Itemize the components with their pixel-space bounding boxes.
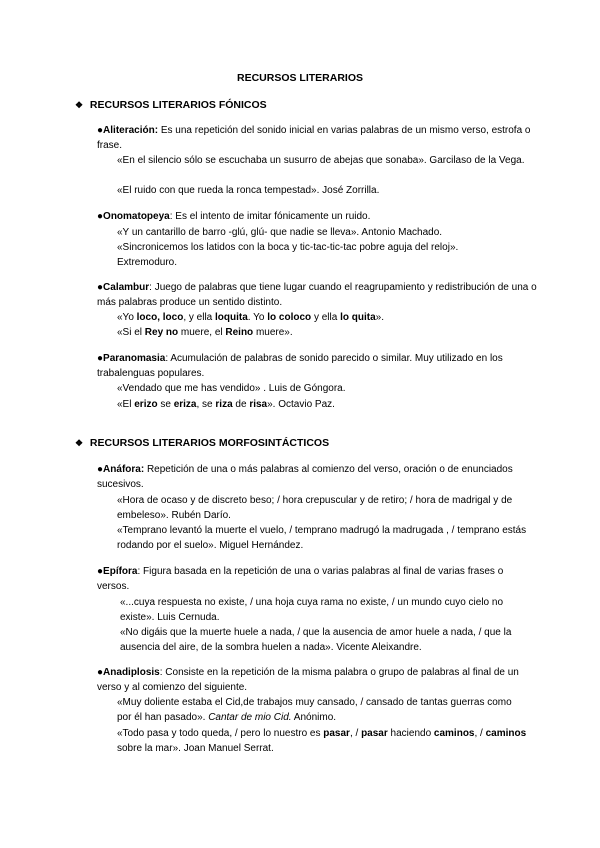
- diamond-bullet-icon: ❖: [75, 438, 84, 448]
- example: «Sincronicemos los latidos con la boca y tic-tac-tic-tac pobre aguja del reloj». Extremoduro.: [117, 242, 459, 268]
- bold-text: pasar: [323, 728, 350, 739]
- section-heading-fonicos: [75, 99, 267, 111]
- text: «El: [117, 399, 135, 410]
- example: «En el silencio sólo se escuchaba un susurro de abejas que sonaba». Garcilaso de la Vega.: [117, 155, 525, 166]
- term: Epífora: [103, 566, 138, 577]
- definition-anafora: [97, 463, 537, 492]
- text: de: [232, 399, 250, 410]
- section-title: RECURSOS LITERARIOS MORFOSINTÁCTICOS: [89, 437, 330, 449]
- example: «Y un cantarillo de barro ‑glú, glú‑ que nadie se lleva». Antonio Machado.: [117, 227, 443, 238]
- definition-text: : Es el intento de imitar fónicamente un ruido.: [169, 211, 371, 222]
- definition-text: : Figura basada en la repetición de una o varias palabras al final de varias frases o versos.: [97, 566, 504, 592]
- text: muere, el: [178, 327, 226, 338]
- definition-text: : Consiste en la repetición de la misma palabra o grupo de palabras al final de un verso y al comienzo del siguiente.: [97, 667, 519, 693]
- text: sobre la mar». Joan Manuel Serrat.: [117, 742, 274, 754]
- bold-text: loquita: [215, 312, 248, 323]
- definition-epifora: [97, 565, 537, 594]
- term: Onomatopeya: [103, 211, 170, 222]
- term: Paranomasia: [103, 353, 166, 364]
- bullet-icon: ●: [97, 566, 104, 577]
- term: Aliteración:: [103, 125, 159, 136]
- bold-text: eriza: [173, 399, 197, 410]
- definition-text: Es una repetición del sonido inicial en varias palabras de un mismo verso, estrofa o frase.: [97, 125, 531, 151]
- italic-text: Cantar de mio Cid.: [208, 711, 292, 723]
- text: haciendo: [387, 728, 434, 739]
- text: «Todo pasa y todo queda, / pero lo nuestro es: [117, 728, 324, 739]
- bold-text: riza: [215, 399, 233, 410]
- text: , /: [474, 728, 486, 739]
- bullet-icon: ●: [97, 211, 104, 222]
- definition-text: Repetición de una o más palabras al comienzo del verso, oración o de enunciados sucesivos.: [97, 464, 513, 490]
- diamond-bullet-icon: ❖: [75, 100, 84, 110]
- bold-text: Rey no: [144, 327, 179, 338]
- definition-paranomasia: [97, 352, 542, 381]
- example: «Hora de ocaso y de discreto beso; / hora crepuscular y de retiro; / hora de madrigal y de embeleso». Rubén Darío.: [117, 495, 513, 521]
- term: Anadiplosis: [103, 667, 160, 678]
- text: ».: [375, 312, 384, 323]
- example: [117, 696, 527, 725]
- definition-anadiplosis: [97, 666, 537, 695]
- bullet-icon: ●: [97, 353, 104, 364]
- bullet-icon: ●: [97, 667, 104, 678]
- text: , se: [196, 399, 216, 410]
- bullet-icon: ●: [97, 282, 104, 293]
- bold-text: erizo: [134, 399, 158, 410]
- bold-text: lo quita: [340, 312, 376, 323]
- term: Anáfora:: [103, 464, 145, 475]
- definition-text: : Acumulación de palabras de sonido parecido o similar. Muy utilizado en los trabalenguas populares.: [97, 353, 503, 379]
- term: Calambur: [103, 282, 150, 293]
- bold-text: loco, loco: [136, 312, 184, 323]
- definition-aliteracion: [97, 124, 537, 153]
- example: [117, 311, 527, 326]
- example: «...cuya respuesta no existe, / una hoja cuya rama no existe, / un mundo cuyo cielo no existe». Luis Cernuda.: [120, 597, 504, 623]
- text: Anónimo.: [291, 711, 337, 723]
- example: [117, 326, 527, 341]
- bold-text: Reino: [225, 327, 254, 338]
- text: ». Octavio Paz.: [267, 399, 335, 410]
- text: , /: [349, 728, 362, 739]
- definition-onomatopeya: [97, 210, 537, 225]
- definition-text: : Juego de palabras que tiene lugar cuando el reagrupamiento y redistribución de una o más palabras produce un sentido distinto.: [97, 282, 537, 308]
- bold-text: caminos: [433, 728, 475, 739]
- bold-text: caminos: [485, 728, 527, 739]
- bold-text: lo coloco: [267, 312, 312, 323]
- page-title: RECURSOS LITERARIOS: [236, 72, 363, 84]
- example: «El ruido con que rueda la ronca tempestad». José Zorrilla.: [117, 185, 380, 196]
- text: se: [157, 399, 174, 410]
- bold-text: pasar: [361, 728, 388, 739]
- text: «Si el: [117, 327, 145, 338]
- bold-text: risa: [249, 399, 268, 410]
- bullet-icon: ●: [97, 464, 104, 475]
- text: «Muy doliente estaba el Cid,de trabajos muy cansado, / cansado de tantas guerras como por él han pasado».: [117, 697, 512, 723]
- bullet-icon: ●: [97, 125, 104, 136]
- text: «Yo: [117, 312, 137, 323]
- text: y ella: [311, 312, 341, 323]
- definition-calambur: [97, 281, 537, 310]
- section-title: RECURSOS LITERARIOS FÓNICOS: [89, 99, 267, 111]
- example: «Temprano levantó la muerte el vuelo, / temprano madrugó la madrugada , / temprano estás rodando por el suelo». Miguel Hernández.: [117, 525, 527, 551]
- example: «Vendado que me has vendido» . Luis de Góngora.: [117, 383, 346, 394]
- text: . Yo: [247, 312, 268, 323]
- example: [117, 398, 527, 413]
- section-heading-morfosintacticos: [75, 437, 329, 449]
- example: «No digáis que la muerte huele a nada, / que la ausencia de amor huele a nada, / que la ausencia del aire, de la sombra huelen a nada». Vicente Aleixandre.: [120, 627, 512, 653]
- example: [117, 727, 527, 756]
- text: muere».: [253, 327, 293, 338]
- text: , y ella: [183, 312, 216, 323]
